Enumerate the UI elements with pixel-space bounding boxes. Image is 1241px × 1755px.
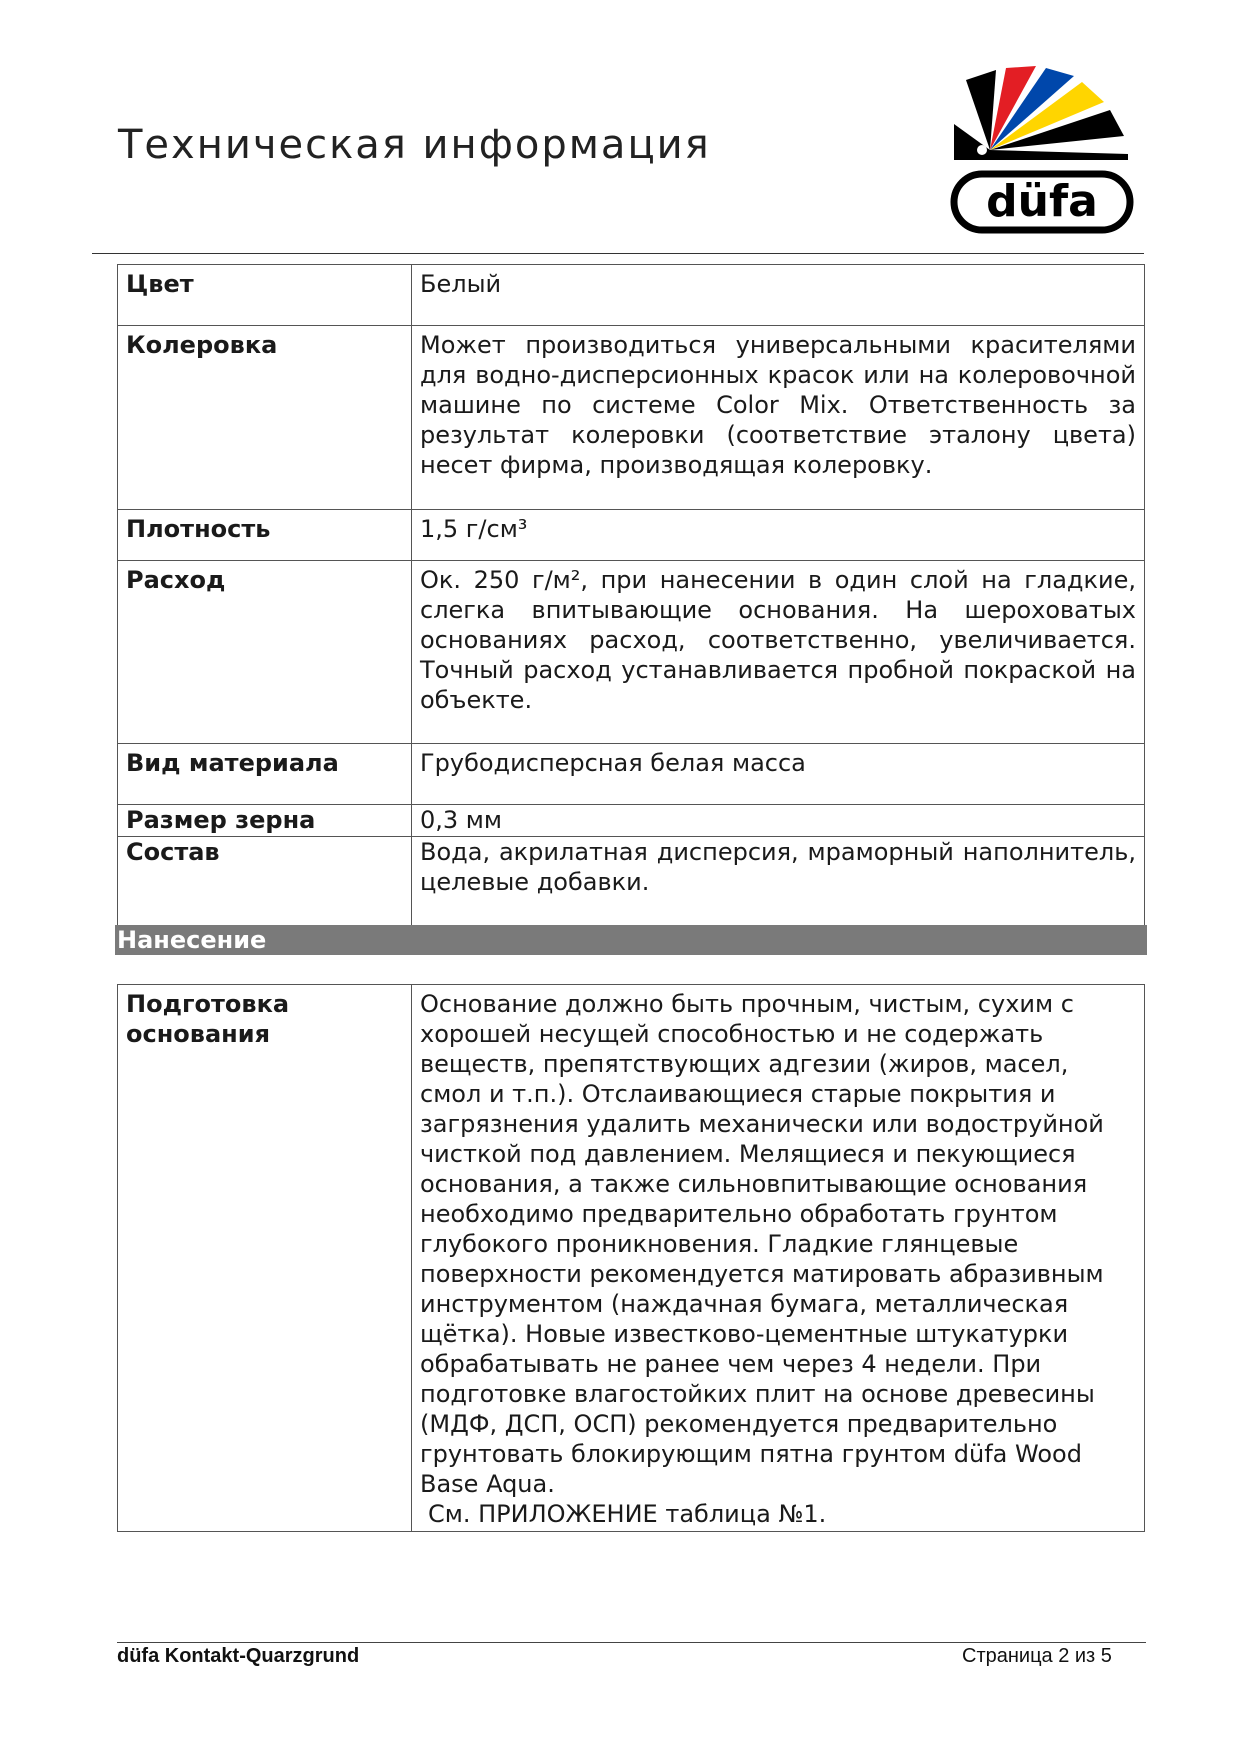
appendix-reference: См. ПРИЛОЖЕНИЕ таблица №1. xyxy=(428,1500,827,1528)
footer-divider xyxy=(117,1642,1146,1643)
application-value xyxy=(412,985,1145,1532)
table-row xyxy=(118,510,1145,561)
property-label: Вид материала xyxy=(118,744,412,805)
property-label: Колеровка xyxy=(118,326,412,510)
header-divider xyxy=(92,253,1144,254)
table-row xyxy=(118,837,1145,926)
property-label: Размер зерна xyxy=(118,805,412,837)
property-value: 1,5 г/см³ xyxy=(412,510,1145,561)
table-row xyxy=(118,985,1145,1532)
dufa-logo xyxy=(948,62,1136,238)
property-value: Может производиться универсальными красителями для водно-дисперсионных красок или на колеровочной машине по системе Color Mix. Ответственность за результат колеровки (соответствие эталону цвета) несет фирма, производящая колеровку. xyxy=(412,326,1145,510)
property-value: Ок. 250 г/м², при нанесении в один слой на гладкие, слегка впитывающие основания. На шероховатых основаниях расход, соответственно, увеличивается. Точный расход устанавливается пробной покраской на объекте. xyxy=(412,561,1145,744)
property-label: Расход xyxy=(118,561,412,744)
table-row xyxy=(118,561,1145,744)
property-value: Вода, акрилатная дисперсия, мраморный наполнитель, целевые добавки. xyxy=(412,837,1145,926)
svg-text:düfa: düfa xyxy=(986,176,1098,227)
property-label: Состав xyxy=(118,837,412,926)
application-table xyxy=(117,984,1145,1532)
footer-page-number: Страница 2 из 5 xyxy=(962,1645,1112,1667)
properties-table xyxy=(117,264,1145,926)
table-row xyxy=(118,744,1145,805)
table-row xyxy=(118,805,1145,837)
application-text: Основание должно быть прочным, чистым, сухим с хорошей несущей способностью и не содержать веществ, препятствующих адгезии (жиров, масел, смол и т.п.). Отслаивающиеся старые покрытия и загрязнения удалить механически или водоструйной чисткой под давлением. Мелящиеся и пекующиеся основания, а также сильновпитывающие основания необходимо предварительно обработать грунтом глубокого проникновения. Гладкие глянцевые поверхности рекомендуется матировать абразивным инструментом (наждачная бумага, металлическая щётка). Новые известково-цементные штукатурки обрабатывать не ранее чем через 4 недели. При подготовке влагостойких плит на основе древесины (МДФ, ДСП, ОСП) рекомендуется предварительно грунтовать блокирующим пятна грунтом düfa Wood Base Aqua. xyxy=(420,990,1104,1498)
section-header-application: Нанесение xyxy=(115,925,1147,955)
property-label: Цвет xyxy=(118,265,412,326)
property-label: Плотность xyxy=(118,510,412,561)
property-value: Грубодисперсная белая масса xyxy=(412,744,1145,805)
table-row xyxy=(118,326,1145,510)
table-row xyxy=(118,265,1145,326)
footer-product-name: düfa Kontakt-Quarzgrund xyxy=(117,1645,360,1667)
application-label: Подготовка основания xyxy=(118,985,412,1532)
property-value: Белый xyxy=(412,265,1145,326)
page-title: Техническая информация xyxy=(118,122,711,168)
property-value: 0,3 мм xyxy=(412,805,1145,837)
